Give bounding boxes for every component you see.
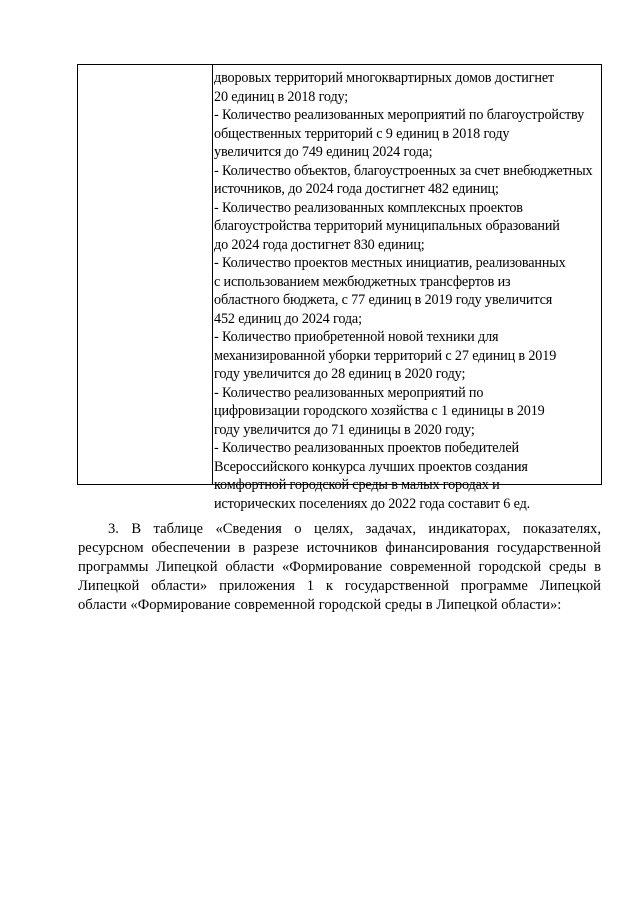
table-text-line: областного бюджета, с 77 единиц в 2019 году увеличится	[214, 292, 553, 308]
table-text-line: - Количество проектов местных инициатив, реализованных	[214, 255, 566, 271]
body-paragraph	[78, 520, 601, 614]
paragraph-line: ресурсном обеспечении в разрезе источников финансирования государственной	[78, 539, 601, 556]
table-text-line: - Количество объектов, благоустроенных за счет внебюджетных	[214, 162, 593, 179]
table-text-line: 452 единиц до 2024 года;	[214, 310, 362, 327]
table-text-line: - Количество реализованных мероприятий по	[214, 384, 484, 401]
table-text-line: с использованием межбюджетных трансфертов из	[214, 273, 511, 290]
program-table	[77, 64, 602, 512]
paragraph-line: Липецкой области» приложения 1 к государственной программе Липецкой	[78, 577, 601, 594]
table-right-cell	[214, 69, 600, 513]
table-text-line: общественных территорий с 9 единиц в 2018 году	[214, 125, 510, 142]
table-text-line: - Количество реализованных мероприятий по благоустройству	[214, 107, 585, 123]
table-text-line: дворовых территорий многоквартирных домов достигнет	[214, 70, 555, 86]
table-text-line: году увеличится до 71 единицы в 2020 году;	[214, 421, 475, 438]
table-text-line: исторических поселениях до 2022 года составит 6 ед.	[214, 495, 531, 512]
table-text-line: 20 единиц в 2018 году;	[214, 88, 349, 105]
table-text-line: механизированной уборки территорий с 27 единиц в 2019	[214, 347, 557, 364]
paragraph-line: программы Липецкой области «Формирование современной городской среды в	[78, 558, 601, 575]
table-text-line: источников, до 2024 года достигнет 482 единиц;	[214, 181, 499, 197]
table-left-cell	[78, 65, 213, 484]
table-text-line: - Количество реализованных проектов победителей	[214, 440, 519, 456]
table-text-line: - Количество приобретенной новой техники для	[214, 329, 499, 345]
table-text-line: году увеличится до 28 единиц в 2020 году;	[214, 366, 466, 382]
paragraph-line: области «Формирование современной городской среды в Липецкой области»:	[78, 596, 562, 613]
table-text-line: Всероссийского конкурса лучших проектов создания	[214, 458, 528, 475]
paragraph-line: 3. В таблице «Сведения о целях, задачах, индикаторах, показателях,	[108, 521, 601, 537]
table-text-line: увеличится до 749 единиц 2024 года;	[214, 144, 433, 160]
table-text-line: - Количество реализованных комплексных проектов	[214, 199, 523, 216]
table-text-line: цифровизации городского хозяйства с 1 единицы в 2019	[214, 403, 545, 419]
table-text-line: благоустройства территорий муниципальных образований	[214, 218, 560, 234]
table-text-line: до 2024 года достигнет 830 единиц;	[214, 236, 425, 253]
table-text-line: комфортной городской среды в малых городах и	[214, 477, 500, 493]
